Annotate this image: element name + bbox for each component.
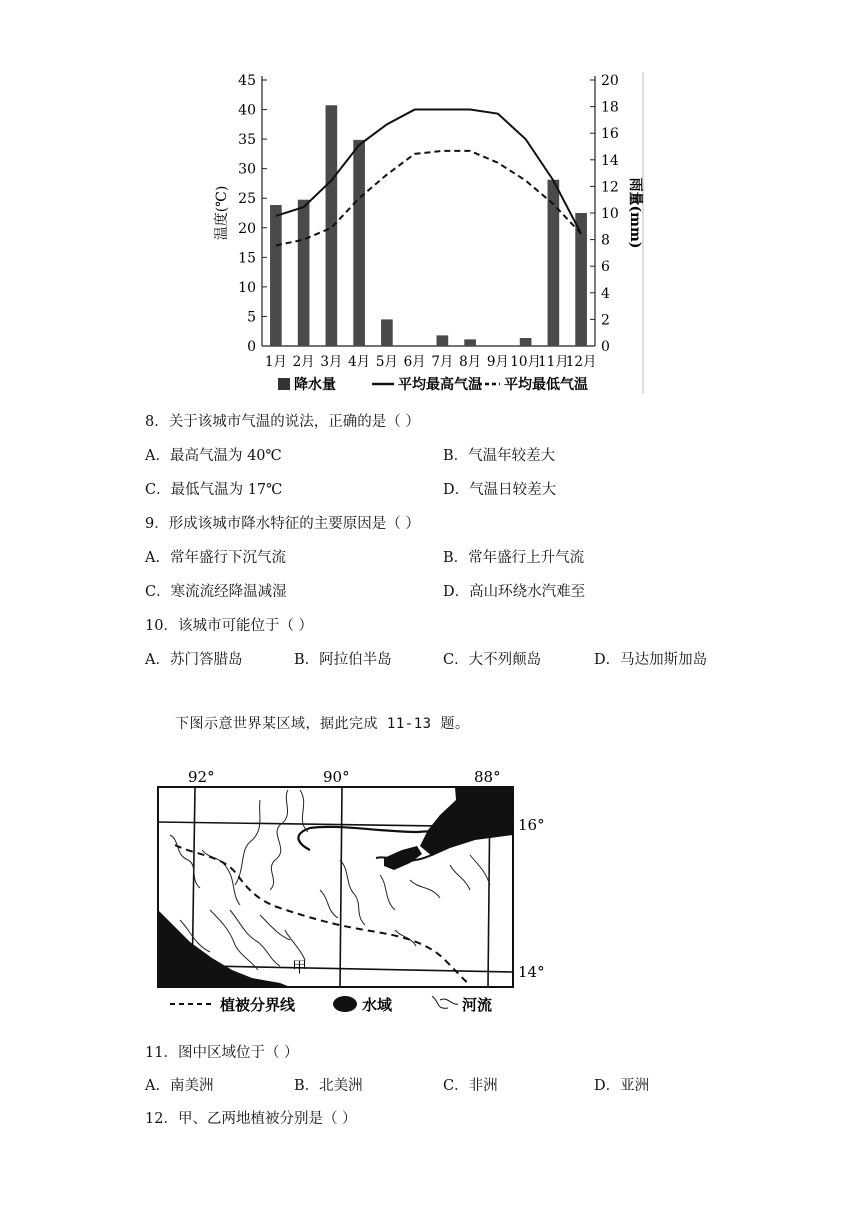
y-right-tick-label: 14 bbox=[601, 152, 619, 169]
y-left-tick-label: 30 bbox=[238, 161, 256, 178]
meridian-90 bbox=[340, 787, 342, 987]
x-tick-label: 2月 bbox=[292, 354, 315, 370]
precip-bar bbox=[464, 339, 476, 346]
y-right-tick-label: 0 bbox=[601, 339, 610, 355]
y-left-tick-label: 0 bbox=[247, 339, 256, 355]
legend-max-temp-label: 平均最高气温 bbox=[398, 377, 482, 393]
question-11-option-c[interactable]: C．非洲 bbox=[443, 1078, 498, 1094]
y-right-tick-label: 6 bbox=[601, 259, 610, 276]
question-11-option-d[interactable]: D．亚洲 bbox=[594, 1078, 650, 1094]
legend-river-swatch bbox=[432, 996, 458, 1008]
y-right-tick-label: 18 bbox=[601, 99, 619, 116]
question-12-stem: 12．甲、乙两地植被分别是（ ） bbox=[145, 1111, 357, 1127]
question-9-option-a[interactable]: A．常年盛行下沉气流 bbox=[145, 550, 286, 566]
legend-precip-swatch bbox=[278, 378, 290, 390]
y-right-axis-title: 雨量(mm) bbox=[627, 177, 643, 249]
y-right-tick-label: 12 bbox=[601, 179, 619, 196]
x-tick-label: 9月 bbox=[486, 354, 509, 370]
y-right-tick-label: 2 bbox=[601, 312, 610, 329]
precip-bar bbox=[381, 319, 393, 346]
x-tick-label: 8月 bbox=[459, 354, 482, 370]
precip-bar bbox=[270, 205, 282, 346]
lon-label-92: 92° bbox=[188, 768, 215, 786]
question-8-stem: 8．关于该城市气温的说法，正确的是（ ） bbox=[145, 414, 420, 430]
precip-bar bbox=[298, 200, 310, 346]
x-tick-label: 4月 bbox=[348, 354, 371, 370]
lat-label-16: 16° bbox=[518, 816, 545, 834]
lat-label-14: 14° bbox=[518, 963, 545, 981]
question-11-option-a[interactable]: A．南美洲 bbox=[145, 1078, 214, 1094]
place-label-jia: 甲 bbox=[292, 958, 308, 976]
y-left-axis-title: 温度(℃) bbox=[214, 185, 230, 241]
climate-chart bbox=[200, 66, 660, 396]
lon-label-88: 88° bbox=[474, 768, 501, 786]
y-left-tick-label: 15 bbox=[238, 250, 256, 267]
question-9-stem: 9．形成该城市降水特征的主要原因是（ ） bbox=[145, 516, 420, 532]
y-left-tick-label: 45 bbox=[238, 73, 256, 89]
question-11-stem: 11．图中区域位于（ ） bbox=[145, 1045, 299, 1061]
question-10-option-a[interactable]: A．苏门答腊岛 bbox=[145, 652, 243, 668]
y-left-tick-label: 5 bbox=[247, 309, 256, 326]
question-8-option-a[interactable]: A．最高气温为 40℃ bbox=[145, 448, 282, 464]
precip-bar bbox=[353, 140, 365, 346]
question-8-option-d[interactable]: D．气温日较差大 bbox=[443, 482, 557, 498]
y-right-tick-label: 8 bbox=[601, 232, 610, 249]
section-intro: 下图示意世界某区域，据此完成 11-13 题。 bbox=[175, 716, 470, 732]
question-10-option-d[interactable]: D．马达加斯加岛 bbox=[594, 652, 708, 668]
question-8-option-b[interactable]: B．气温年较差大 bbox=[443, 448, 556, 464]
question-10-option-c[interactable]: C．大不列颠岛 bbox=[443, 652, 542, 668]
y-left-tick-label: 20 bbox=[238, 220, 256, 237]
question-9-option-b[interactable]: B．常年盛行上升气流 bbox=[443, 550, 585, 566]
y-left-tick-label: 40 bbox=[238, 102, 256, 119]
y-right-tick-label: 20 bbox=[601, 73, 619, 89]
question-9-option-c[interactable]: C．寒流流经降温减湿 bbox=[145, 584, 287, 600]
gulf-northeast bbox=[420, 787, 513, 856]
x-tick-label: 3月 bbox=[320, 354, 343, 370]
question-10-stem: 10．该城市可能位于（ ） bbox=[145, 618, 314, 634]
y-left-tick-label: 25 bbox=[238, 191, 256, 208]
x-tick-label: 12月 bbox=[565, 354, 597, 370]
question-10-option-b[interactable]: B．阿拉伯半岛 bbox=[294, 652, 392, 668]
precip-bar bbox=[520, 338, 532, 346]
legend-min-temp-label: 平均最低气温 bbox=[504, 377, 588, 393]
y-right-tick-label: 16 bbox=[601, 126, 619, 143]
region-map bbox=[140, 760, 560, 1022]
question-11-option-b[interactable]: B．北美洲 bbox=[294, 1078, 363, 1094]
lon-label-90: 90° bbox=[323, 768, 350, 786]
y-left-tick-label: 10 bbox=[238, 279, 256, 296]
chart-plot-area bbox=[213, 72, 644, 394]
legend-water-swatch bbox=[333, 996, 357, 1012]
y-right-tick-label: 4 bbox=[601, 285, 610, 302]
legend-water-label: 水域 bbox=[362, 996, 393, 1014]
min-temp-line bbox=[276, 151, 581, 246]
question-8-option-c[interactable]: C．最低气温为 17℃ bbox=[145, 482, 283, 498]
y-left-tick-label: 35 bbox=[238, 132, 256, 149]
x-tick-label: 10月 bbox=[510, 354, 541, 370]
ocean-southwest bbox=[158, 910, 290, 987]
max-temp-line bbox=[276, 110, 581, 234]
precip-bar bbox=[326, 105, 338, 346]
x-tick-label: 11月 bbox=[538, 354, 569, 370]
x-tick-label: 7月 bbox=[431, 354, 454, 370]
x-tick-label: 5月 bbox=[375, 354, 398, 370]
legend-river-label: 河流 bbox=[462, 996, 493, 1014]
precip-bar bbox=[437, 335, 449, 346]
legend-boundary-label: 植被分界线 bbox=[220, 996, 296, 1014]
legend-precip-label: 降水量 bbox=[294, 377, 336, 393]
x-tick-label: 6月 bbox=[403, 354, 426, 370]
y-right-tick-label: 10 bbox=[601, 206, 619, 222]
question-9-option-d[interactable]: D．高山环绕水汽难至 bbox=[443, 584, 586, 600]
x-tick-label: 1月 bbox=[264, 354, 287, 370]
